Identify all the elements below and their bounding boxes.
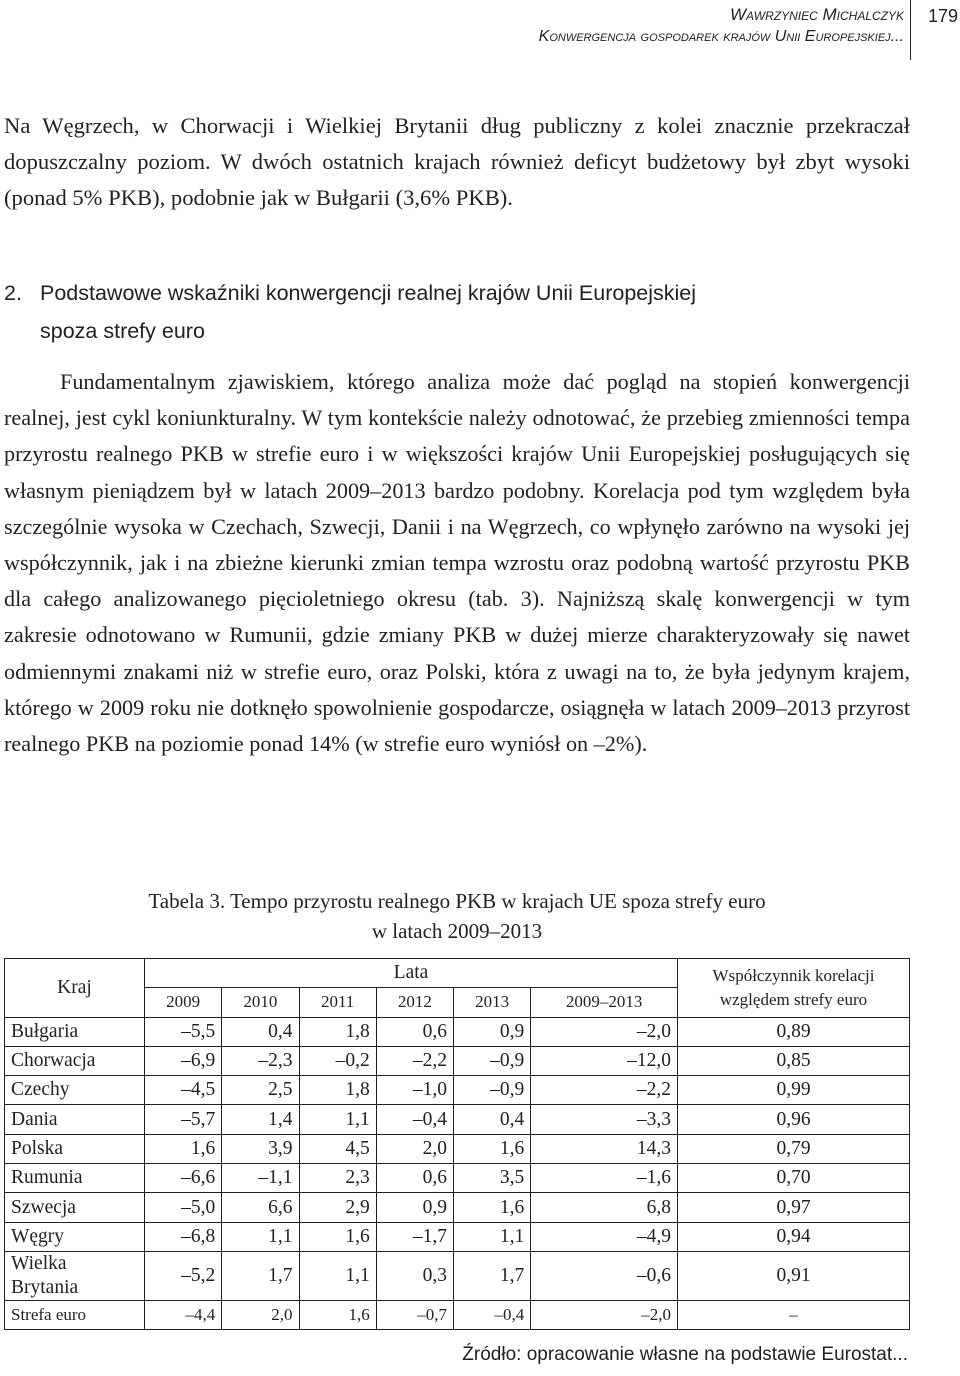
cell-value: 1,6 [454, 1134, 531, 1163]
cell-country: Wielka Brytania [5, 1251, 145, 1300]
header-year: 2009 [145, 988, 222, 1017]
paragraph-body: Fundamentalnym zjawiskiem, którego analiza może dać pogląd na stopień konwergencji realnej, jest cykl koniunkturalny. W tym kontekście należy odnotować, że przebieg zmienności tempa przyrostu realnego PKB w strefie euro i w większości krajów Unii Europejskiej posługujących się własnym pieniądzem był w latach 2009–2013 bardzo podobny. Korelacja pod tym względem była szczególnie wysoka w Czechach, Szwecji, Danii i na Węgrzech, co wpłynęło zarówno na wysoki jej współczynnik, jak i na zbieżne kierunki zmian tempa wzrostu oraz podobną wartość przyrostu PKB dla całego analizowanego pięcioletniego okresu (tab. 3). Najniższą skalę konwergencji w tym zakresie odnotowano w Rumunii, gdzie zmiany PKB w dużej mierze charakteryzowały się nawet odmiennymi znakami niż w strefie euro, oraz Polski, która z uwagi na to, że była jedynym krajem, którego w 2009 roku nie dotknęło spowolnienie gospodarcze, osiągnęła w latach 2009–2013 przyrost realnego PKB na poziomie ponad 14% (w strefie euro wyniósł on –2%). [4, 369, 910, 757]
cell-value: 1,6 [454, 1193, 531, 1222]
section-heading [4, 274, 910, 350]
cell-value: 6,8 [531, 1193, 678, 1222]
cell-country: Czechy [5, 1076, 145, 1105]
cell-country: Rumunia [5, 1164, 145, 1193]
page-number: 179 [928, 6, 959, 26]
cell-value: 2,3 [299, 1164, 376, 1193]
cell-value: –1,7 [376, 1222, 453, 1251]
cell-value: –1,1 [222, 1164, 299, 1193]
cell-country: Węgry [5, 1222, 145, 1251]
cell-correlation: 0,79 [678, 1134, 910, 1163]
cell-value: 0,9 [376, 1193, 453, 1222]
cell-value: 2,5 [222, 1076, 299, 1105]
cell-value: –2,3 [222, 1046, 299, 1075]
cell-value: –0,4 [454, 1300, 531, 1329]
table-row [5, 1251, 910, 1300]
cell-value: –1,6 [531, 1164, 678, 1193]
cell-value: 3,5 [454, 1164, 531, 1193]
gdp-growth-table [4, 958, 910, 1330]
cell-value: 1,7 [222, 1251, 299, 1300]
cell-value: –0,9 [454, 1076, 531, 1105]
cell-correlation: 0,85 [678, 1046, 910, 1075]
cell-value: 0,6 [376, 1164, 453, 1193]
cell-correlation: 0,70 [678, 1164, 910, 1193]
cell-value: 1,6 [145, 1134, 222, 1163]
cell-value: –2,0 [531, 1300, 678, 1329]
cell-value: 14,3 [531, 1134, 678, 1163]
cell-value: –6,9 [145, 1046, 222, 1075]
header-kraj: Kraj [5, 959, 145, 1018]
header-divider [910, 0, 911, 60]
cell-value: –0,4 [376, 1105, 453, 1134]
running-header-author: Wawrzyniec Michalczyk [729, 5, 904, 24]
cell-value: 2,9 [299, 1193, 376, 1222]
cell-value: –6,8 [145, 1222, 222, 1251]
section-title-line1: Podstawowe wskaźniki konwergencji realnej krajów Unii Europejskiej [40, 281, 697, 305]
table-caption [0, 886, 914, 946]
header-year: 2013 [454, 988, 531, 1017]
cell-value: 1,6 [299, 1300, 376, 1329]
cell-value: –2,2 [376, 1046, 453, 1075]
cell-value: 3,9 [222, 1134, 299, 1163]
cell-value: –0,7 [376, 1300, 453, 1329]
paragraph-intro: Na Węgrzech, w Chorwacji i Wielkiej Brytanii dług publiczny z kolei znacznie przekraczał dopuszczalny poziom. W dwóch ostatnich krajach również deficyt budżetowy był zbyt wysoki (ponad 5% PKB), podobnie jak w Bułgarii (3,6% PKB). [4, 113, 910, 211]
cell-country: Dania [5, 1105, 145, 1134]
cell-country: Strefa euro [5, 1300, 145, 1329]
cell-value: 0,3 [376, 1251, 453, 1300]
cell-value: –6,6 [145, 1164, 222, 1193]
cell-value: –0,6 [531, 1251, 678, 1300]
cell-value: –2,0 [531, 1017, 678, 1046]
table-row [5, 1046, 910, 1075]
cell-correlation: 0,97 [678, 1193, 910, 1222]
cell-value: –2,2 [531, 1076, 678, 1105]
table-row [5, 1017, 910, 1046]
cell-value: 1,8 [299, 1017, 376, 1046]
header-lata: Lata [145, 959, 678, 988]
cell-value: 2,0 [376, 1134, 453, 1163]
cell-value: –3,3 [531, 1105, 678, 1134]
table-caption-line2: w latach 2009–2013 [371, 919, 543, 943]
cell-correlation: 0,99 [678, 1076, 910, 1105]
section-number: 2. [4, 281, 22, 305]
section-title-line2: spoza strefy euro [40, 319, 205, 343]
running-header-title: Konwergencja gospodarek krajów Unii Europejskiej... [538, 28, 904, 45]
cell-value: –5,7 [145, 1105, 222, 1134]
cell-value: –4,9 [531, 1222, 678, 1251]
cell-value: 1,8 [299, 1076, 376, 1105]
cell-value: 4,5 [299, 1134, 376, 1163]
header-year: 2011 [299, 988, 376, 1017]
cell-value: –4,5 [145, 1076, 222, 1105]
table-source: Źródło: opracowanie własne na podstawie Eurostat... [462, 1344, 908, 1365]
table-caption-line1: Tabela 3. Tempo przyrostu realnego PKB w krajach UE spoza strefy euro [148, 889, 766, 913]
cell-value: 1,1 [222, 1222, 299, 1251]
table-row [5, 1134, 910, 1163]
cell-value: 6,6 [222, 1193, 299, 1222]
cell-value: –0,2 [299, 1046, 376, 1075]
cell-value: –0,9 [454, 1046, 531, 1075]
cell-country: Chorwacja [5, 1046, 145, 1075]
cell-country: Polska [5, 1134, 145, 1163]
cell-value: –5,2 [145, 1251, 222, 1300]
cell-value: 1,6 [299, 1222, 376, 1251]
table-row [5, 1105, 910, 1134]
header-year: 2012 [376, 988, 453, 1017]
cell-value: –1,0 [376, 1076, 453, 1105]
cell-country: Szwecja [5, 1193, 145, 1222]
table-row [5, 1193, 910, 1222]
cell-correlation: – [678, 1300, 910, 1329]
cell-value: 2,0 [222, 1300, 299, 1329]
cell-value: 1,1 [454, 1222, 531, 1251]
table-row [5, 1300, 910, 1329]
cell-country: Bułgaria [5, 1017, 145, 1046]
cell-value: –12,0 [531, 1046, 678, 1075]
table-row [5, 1164, 910, 1193]
cell-value: –5,0 [145, 1193, 222, 1222]
table-body [5, 1017, 910, 1330]
cell-value: 0,9 [454, 1017, 531, 1046]
cell-value: –4,4 [145, 1300, 222, 1329]
header-year: 2009–2013 [531, 988, 678, 1017]
cell-value: 0,4 [454, 1105, 531, 1134]
cell-value: 1,1 [299, 1105, 376, 1134]
header-year: 2010 [222, 988, 299, 1017]
cell-correlation: 0,89 [678, 1017, 910, 1046]
cell-correlation: 0,91 [678, 1251, 910, 1300]
cell-value: 1,4 [222, 1105, 299, 1134]
cell-value: 1,1 [299, 1251, 376, 1300]
cell-value: 0,6 [376, 1017, 453, 1046]
cell-value: 1,7 [454, 1251, 531, 1300]
header-correlation: Współczynnik korelacji względem strefy euro [678, 959, 910, 1018]
cell-value: 0,4 [222, 1017, 299, 1046]
cell-correlation: 0,94 [678, 1222, 910, 1251]
table-row [5, 1076, 910, 1105]
table-header-row [5, 959, 910, 988]
table-row [5, 1222, 910, 1251]
cell-correlation: 0,96 [678, 1105, 910, 1134]
cell-value: –5,5 [145, 1017, 222, 1046]
